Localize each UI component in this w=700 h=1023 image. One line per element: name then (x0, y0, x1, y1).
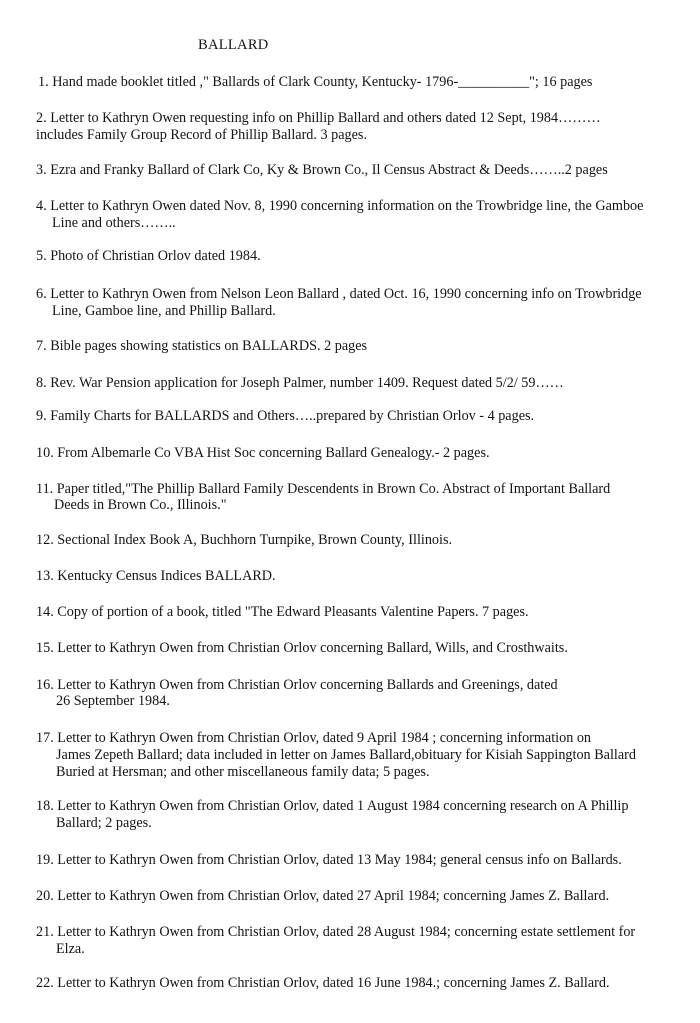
item-text: 16. Letter to Kathryn Owen from Christian Orlov concerning Ballards and Greenings, dated (36, 677, 558, 693)
item-text: 22. Letter to Kathryn Owen from Christian Orlov, dated 16 June 1984.; concerning James Z. Ballard. (36, 975, 610, 991)
item-text: 5. Photo of Christian Orlov dated 1984. (36, 248, 261, 264)
item-text-continued: Line and others…….. (52, 215, 176, 231)
item-text-continued: Ballard; 2 pages. (56, 815, 152, 831)
item-text: 12. Sectional Index Book A, Buchhorn Turnpike, Brown County, Illinois. (36, 532, 453, 548)
item-text-continued: Buried at Hersman; and other miscellaneous family data; 5 pages. (56, 764, 430, 780)
item-text: 1. Hand made booklet titled ," Ballards of Clark County, Kentucky- 1796-__________"; 16 pages (38, 74, 593, 90)
item-text: 14. Copy of portion of a book, titled "The Edward Pleasants Valentine Papers. 7 pages. (36, 604, 529, 620)
item-text: 20. Letter to Kathryn Owen from Christian Orlov, dated 27 April 1984; concerning James Z. Ballard. (36, 888, 610, 904)
item-text-continued: James Zepeth Ballard; data included in letter on James Ballard,obituary for Kisiah Sappington Ballard (56, 747, 636, 763)
item-text-continued: includes Family Group Record of Phillip Ballard. 3 pages. (36, 127, 367, 143)
item-text: 13. Kentucky Census Indices BALLARD. (36, 568, 276, 584)
item-text: 19. Letter to Kathryn Owen from Christian Orlov, dated 13 May 1984; general census info on Ballards. (36, 852, 622, 868)
item-text: 9. Family Charts for BALLARDS and Others…..prepared by Christian Orlov - 4 pages. (36, 408, 535, 424)
item-text: 15. Letter to Kathryn Owen from Christian Orlov concerning Ballard, Wills, and Crosthwaits. (36, 640, 568, 656)
item-text-continued: Elza. (56, 941, 85, 957)
item-text: 6. Letter to Kathryn Owen from Nelson Leon Ballard , dated Oct. 16, 1990 concerning info on Trowbridge (36, 286, 642, 302)
item-text: 7. Bible pages showing statistics on BALLARDS. 2 pages (36, 338, 368, 354)
item-text: 10. From Albemarle Co VBA Hist Soc concerning Ballard Genealogy.- 2 pages. (36, 445, 490, 461)
item-text: 17. Letter to Kathryn Owen from Christian Orlov, dated 9 April 1984 ; concerning information on (36, 730, 592, 746)
item-text: 8. Rev. War Pension application for Joseph Palmer, number 1409. Request dated 5/2/ 59…… (36, 375, 564, 391)
item-text-continued: 26 September 1984. (56, 693, 170, 709)
item-text: 4. Letter to Kathryn Owen dated Nov. 8, 1990 concerning information on the Trowbridge line, the Gamboe (36, 198, 644, 214)
item-text-continued: Line, Gamboe line, and Phillip Ballard. (52, 303, 276, 319)
item-text: 21. Letter to Kathryn Owen from Christian Orlov, dated 28 August 1984; concerning estate settlement for (36, 924, 636, 940)
item-text: 18. Letter to Kathryn Owen from Christian Orlov, dated 1 August 1984 concerning research on A Phillip (36, 798, 629, 814)
item-text: 2. Letter to Kathryn Owen requesting info on Phillip Ballard and others dated 12 Sept, 1984……… (36, 110, 601, 126)
item-text: 3. Ezra and Franky Ballard of Clark Co, Ky & Brown Co., Il Census Abstract & Deeds……..2 pages (36, 162, 608, 178)
document-title: BALLARD (198, 37, 269, 53)
item-text-continued: Deeds in Brown Co., Illinois." (54, 497, 227, 513)
item-text: 11. Paper titled,"The Phillip Ballard Family Descendents in Brown Co. Abstract of Important Ballard (36, 481, 611, 497)
